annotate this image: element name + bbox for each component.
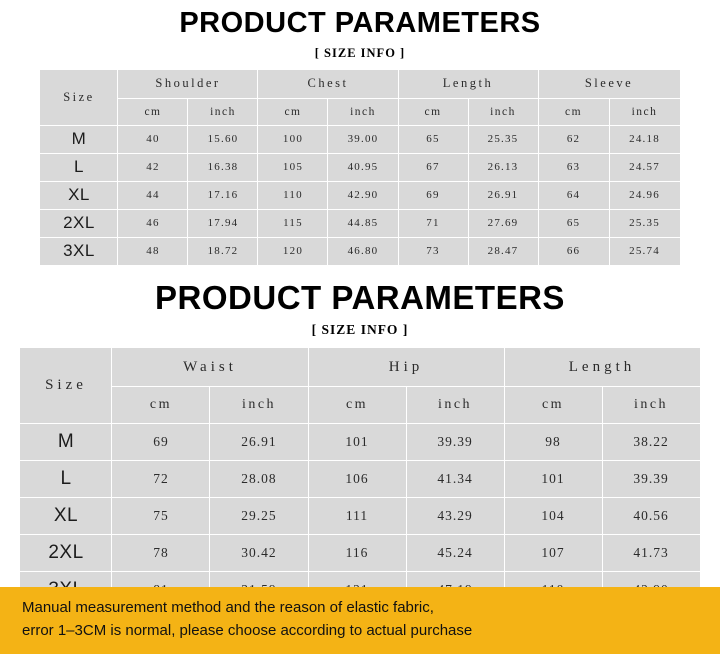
table-header-group-row [20,348,700,387]
cell-value: 18.72 [188,237,258,265]
cell-value: 67 [398,153,468,181]
cell-value: 40 [118,125,188,153]
cell-value: 39.39 [602,461,700,498]
cell-value: 24.57 [609,153,680,181]
cell-value: 39.39 [406,424,504,461]
table-row [20,498,700,535]
row-size-label: M [40,125,118,153]
cell-value: 63 [538,153,609,181]
cell-value: 44 [118,181,188,209]
cell-value: 24.18 [609,125,680,153]
row-size-label: 2XL [40,209,118,237]
cell-value: 26.13 [468,153,538,181]
cell-value: 25.35 [468,125,538,153]
cell-value: 26.91 [468,181,538,209]
cell-value: 64 [538,181,609,209]
header-unit: inch [188,98,258,125]
cell-value: 25.74 [609,237,680,265]
header-unit: inch [609,98,680,125]
cell-value: 17.94 [188,209,258,237]
header-unit: cm [258,98,328,125]
cell-value: 43.29 [406,498,504,535]
header-group-shoulder: Shoulder [118,69,258,98]
cell-value: 62 [538,125,609,153]
cell-value: 106 [308,461,406,498]
cell-value: 111 [308,498,406,535]
note-line-1: Manual measurement method and the reason of elastic fabric, [22,599,434,616]
header-group-sleeve: Sleeve [538,69,680,98]
cell-value: 104 [504,498,602,535]
header-unit: cm [398,98,468,125]
section-shirt-parameters [0,0,720,266]
cell-value: 16.38 [188,153,258,181]
cell-value: 25.35 [609,209,680,237]
table-header-unit-row [20,387,700,424]
row-size-label: XL [20,498,112,535]
cell-value: 17.16 [188,181,258,209]
cell-value: 66 [538,237,609,265]
table-header-group-row [40,69,680,98]
header-unit: cm [308,387,406,424]
cell-value: 45.24 [406,535,504,572]
row-size-label: 2XL [20,535,112,572]
cell-value: 101 [308,424,406,461]
cell-value: 28.47 [468,237,538,265]
cell-value: 41.73 [602,535,700,572]
cell-value: 29.25 [210,498,308,535]
table-row [40,209,680,237]
cell-value: 26.91 [210,424,308,461]
cell-value: 28.08 [210,461,308,498]
header-group-length: Length [398,69,538,98]
cell-value: 75 [112,498,210,535]
note-line-2: error 1–3CM is normal, please choose according to actual purchase [22,621,473,639]
cell-value: 98 [504,424,602,461]
cell-value: 24.96 [609,181,680,209]
header-size: Size [20,348,112,424]
cell-value: 41.34 [406,461,504,498]
cell-value: 101 [504,461,602,498]
row-size-label: L [20,461,112,498]
measurement-note-banner [0,587,720,654]
cell-value: 100 [258,125,328,153]
table-row [20,424,700,461]
table-row [20,535,700,572]
header-unit: inch [468,98,538,125]
size-table-top [39,69,680,266]
header-group-hip: Hip [308,348,504,387]
header-group-waist: Waist [112,348,308,387]
table-row [20,461,700,498]
cell-value: 46 [118,209,188,237]
header-group-length: Length [504,348,700,387]
cell-value: 115 [258,209,328,237]
page-subtitle-1: [ SIZE INFO ] [314,45,406,60]
cell-value: 46.80 [328,237,398,265]
header-unit: inch [210,387,308,424]
page-title-1: PRODUCT PARAMETERS [179,7,541,39]
cell-value: 40.56 [602,498,700,535]
cell-value: 120 [258,237,328,265]
cell-value: 71 [398,209,468,237]
size-table-bottom [19,347,700,609]
cell-value: 27.69 [468,209,538,237]
page-subtitle-2: [ SIZE INFO ] [311,322,409,338]
cell-value: 73 [398,237,468,265]
header-unit: cm [118,98,188,125]
cell-value: 30.42 [210,535,308,572]
table-header-unit-row [40,98,680,125]
header-size: Size [40,69,118,125]
cell-value: 72 [112,461,210,498]
cell-value: 65 [398,125,468,153]
cell-value: 40.95 [328,153,398,181]
row-size-label: 3XL [40,237,118,265]
header-unit: inch [602,387,700,424]
section-pants-parameters [0,266,720,609]
header-unit: cm [538,98,609,125]
table-row [40,181,680,209]
row-size-label: M [20,424,112,461]
row-size-label: L [40,153,118,181]
cell-value: 107 [504,535,602,572]
header-unit: cm [112,387,210,424]
cell-value: 15.60 [188,125,258,153]
cell-value: 69 [112,424,210,461]
cell-value: 38.22 [602,424,700,461]
table-row [40,125,680,153]
table-row [40,153,680,181]
cell-value: 44.85 [328,209,398,237]
header-unit: inch [328,98,398,125]
cell-value: 42.90 [328,181,398,209]
header-group-chest: Chest [258,69,398,98]
cell-value: 39.00 [328,125,398,153]
cell-value: 116 [308,535,406,572]
cell-value: 78 [112,535,210,572]
cell-value: 48 [118,237,188,265]
cell-value: 110 [258,181,328,209]
header-unit: inch [406,387,504,424]
page-title-2: PRODUCT PARAMETERS [155,278,565,316]
cell-value: 42 [118,153,188,181]
cell-value: 69 [398,181,468,209]
row-size-label: XL [40,181,118,209]
table-row [40,237,680,265]
cell-value: 65 [538,209,609,237]
header-unit: cm [504,387,602,424]
cell-value: 105 [258,153,328,181]
